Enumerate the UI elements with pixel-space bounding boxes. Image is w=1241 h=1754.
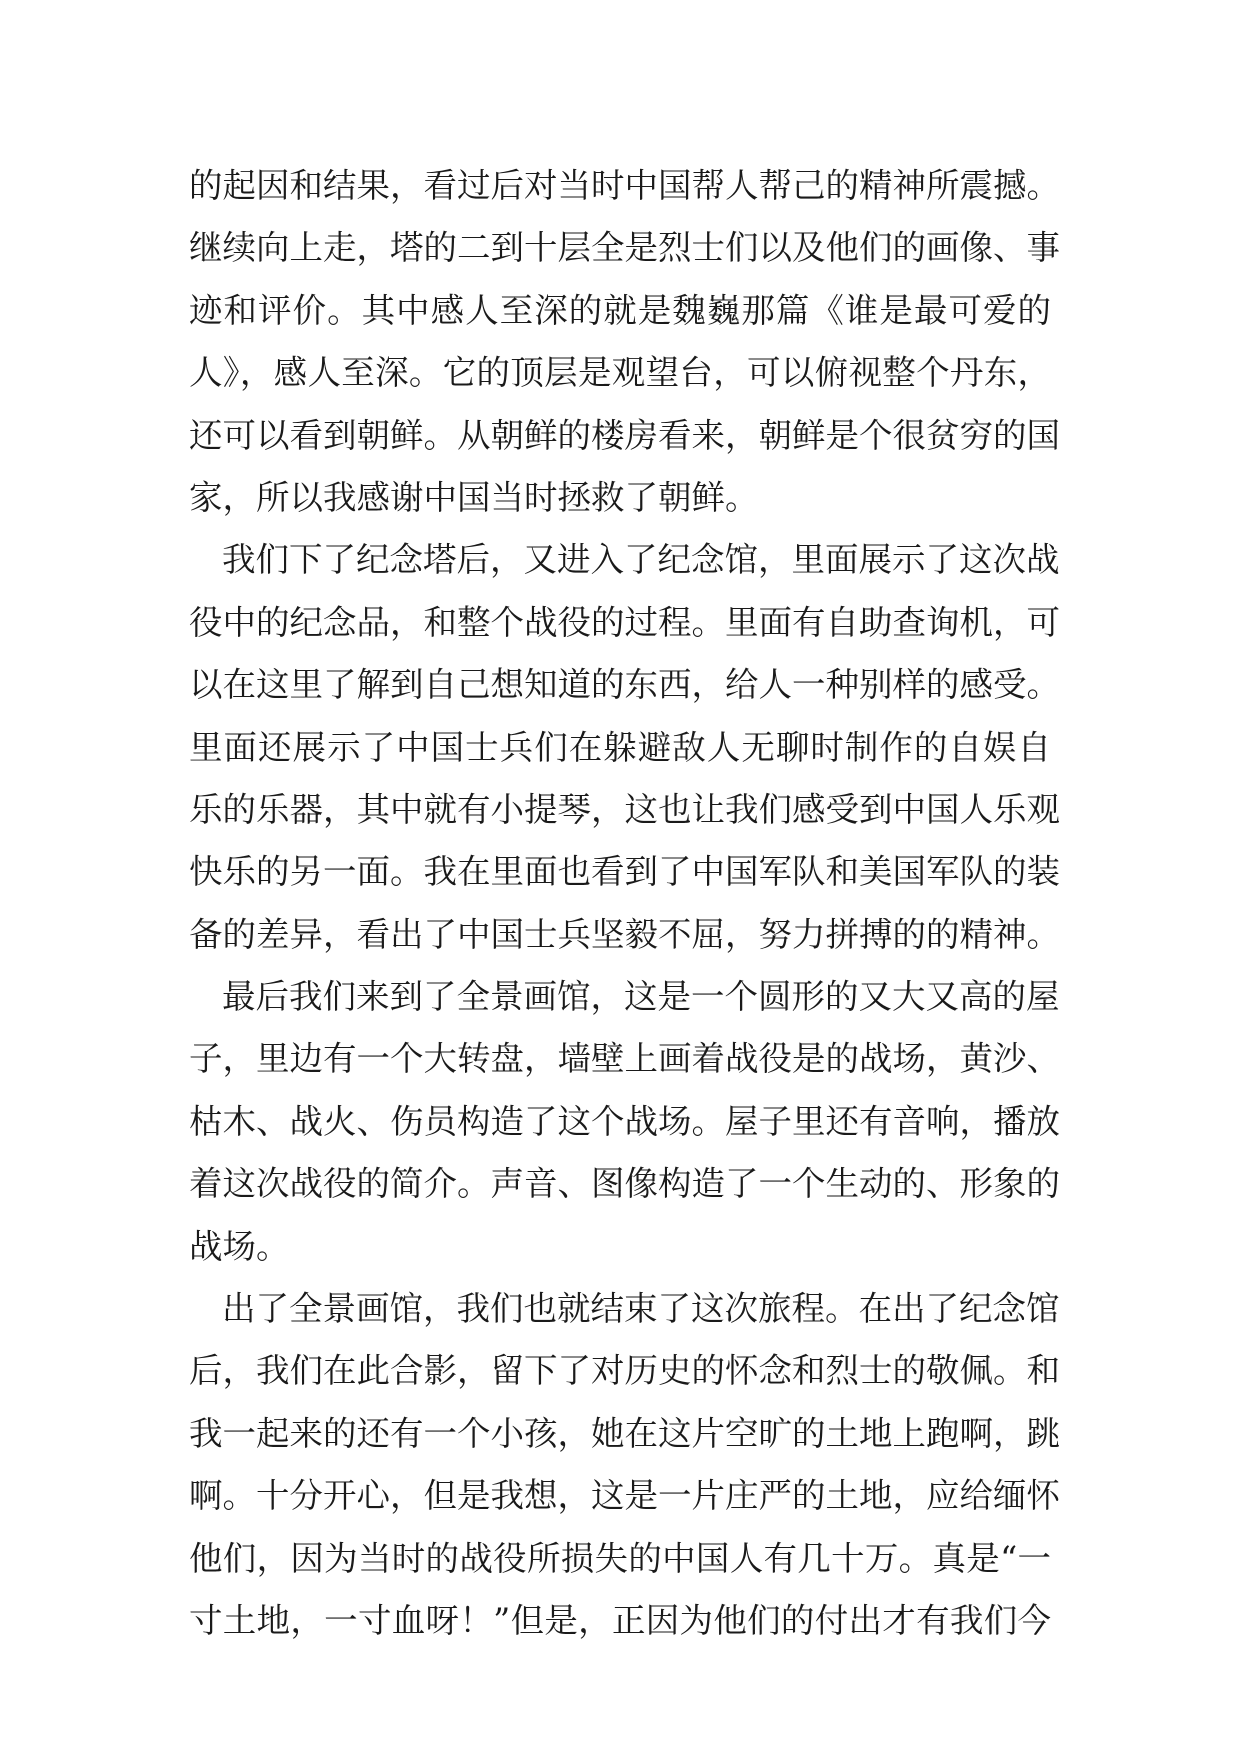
text-line: 战场。 <box>189 1226 290 1266</box>
body-text <box>189 155 1060 1652</box>
text-line: 还可以看到朝鲜。从朝鲜的楼房看来，朝鲜是个很贫穷的国 <box>189 415 1060 455</box>
paragraph-first-line: 我们下了纪念塔后，又进入了纪念馆，里面展示了这次战 <box>222 540 1060 580</box>
text-line: 枯木、战火、伤员构造了这个战场。屋子里还有音响，播放 <box>189 1101 1060 1141</box>
paragraph-first-line: 出了全景画馆，我们也就结束了这次旅程。在出了纪念馆 <box>222 1289 1060 1329</box>
text-line: 后，我们在此合影，留下了对历史的怀念和烈士的敬佩。和 <box>189 1351 1060 1391</box>
text-line: 家，所以我感谢中国当时拯救了朝鲜。 <box>189 477 759 517</box>
text-line: 人》，感人至深。它的顶层是观望台，可以俯视整个丹东， <box>189 353 1051 393</box>
text-line: 我一起来的还有一个小孩，她在这片空旷的土地上跑啊，跳 <box>189 1413 1060 1453</box>
text-line: 乐的乐器，其中就有小提琴，这也让我们感受到中国人乐观 <box>189 789 1060 829</box>
text-line: 的起因和结果，看过后对当时中国帮人帮己的精神所震撼。 <box>189 166 1060 205</box>
text-line: 子，里边有一个大转盘，墙壁上画着战役是的战场，黄沙、 <box>189 1039 1060 1079</box>
text-line: 啊。十分开心，但是我想，这是一片庄严的土地，应给缅怀 <box>189 1476 1060 1516</box>
text-line: 他们，因为当时的战役所损失的中国人有几十万。真是“一 <box>189 1538 1051 1578</box>
text-line: 备的差异，看出了中国士兵坚毅不屈，努力拼搏的的精神。 <box>189 914 1060 954</box>
text-line: 着这次战役的简介。声音、图像构造了一个生动的、形象的 <box>189 1164 1060 1204</box>
text-line: 迹和评价。其中感人至深的就是魏巍那篇《谁是最可爱的 <box>189 290 1051 330</box>
text-line: 快乐的另一面。我在里面也看到了中国军队和美国军队的装 <box>189 852 1060 892</box>
text-line: 以在这里了解到自己想知道的东西，给人一种别样的感受。 <box>189 665 1060 705</box>
text-line: 寸土地，一寸血呀！”但是，正因为他们的付出才有我们今 <box>189 1600 1051 1640</box>
text-line: 继续向上走，塔的二到十层全是烈士们以及他们的画像、事 <box>189 228 1060 268</box>
paragraph-first-line: 最后我们来到了全景画馆，这是一个圆形的又大又高的屋 <box>222 977 1060 1017</box>
text-line: 役中的纪念品，和整个战役的过程。里面有自助查询机，可 <box>189 602 1060 642</box>
text-line: 里面还展示了中国士兵们在躲避敌人无聊时制作的自娱自 <box>189 727 1051 767</box>
